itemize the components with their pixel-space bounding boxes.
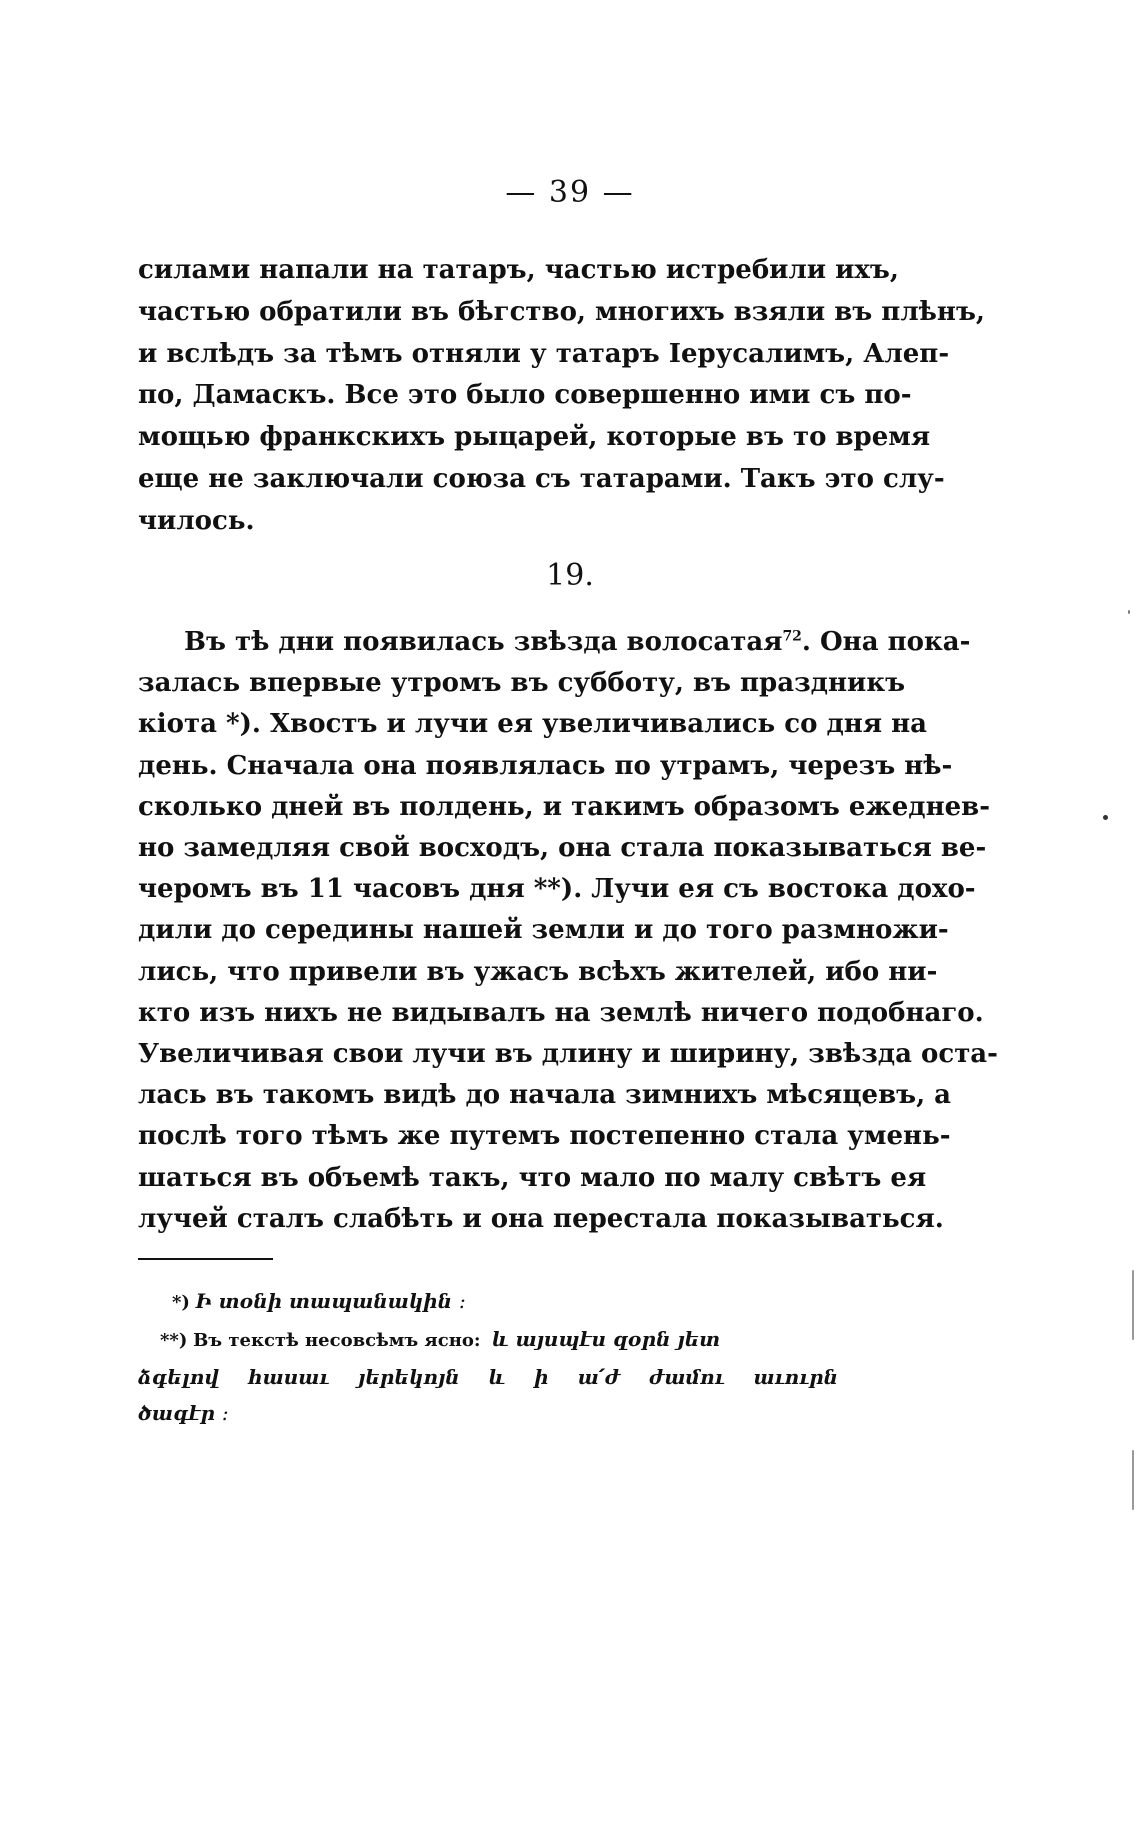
text-line: лись, что привели въ ужасъ всѣхъ жителей, ибо ни- (138, 956, 938, 987)
footnote-russian-text: Въ текстѣ несовсѣмъ ясно: (193, 1330, 481, 1351)
section-heading: 19. (546, 558, 594, 593)
footnote-armenian-text: Ի տօնի տապանակին ։ (195, 1289, 466, 1313)
text-line: и вслѣдъ за тѣмъ отняли у татаръ Іерусалимъ, Алеп- (138, 338, 950, 369)
section-paragraph (138, 622, 998, 1240)
footnote-2 (138, 1321, 838, 1359)
text-line: по, Дамаскъ. Все это было совершенно ими съ по- (138, 380, 912, 411)
paper-speck (1128, 610, 1130, 614)
text-line: кіота *). Хвостъ и лучи ея увеличивались со дня на (138, 709, 927, 740)
text-line: шаться въ объемѣ такъ, что мало по малу свѣтъ ея (138, 1162, 927, 1193)
footnote-armenian-text: և այսպէս զօրն յետ (491, 1327, 721, 1351)
paper-speck (1132, 1270, 1134, 1340)
footnotes (138, 1283, 838, 1431)
text-line: черомъ въ 11 часовъ дня **). Лучи ея съ востока дохо- (138, 874, 976, 905)
text-line: день. Сначала она появлялась по утрамъ, черезъ нѣ- (138, 750, 953, 781)
page-number: — 39 — (505, 175, 635, 210)
footnote-separator (138, 1258, 273, 1260)
footnote-marker: **) (160, 1330, 188, 1351)
footnote-armenian-line: ծագէր ։ (138, 1401, 229, 1425)
text-line: кто изъ нихъ не видывалъ на землѣ ничего подобнаго. (138, 997, 984, 1028)
text-line-first (138, 622, 971, 663)
text-line: силами напали на татаръ, частью истребили ихъ, (138, 255, 899, 285)
text-fragment: . Она пока- (801, 627, 971, 657)
text-line: Увеличивая свои лучи въ длину и ширину, звѣзда оста- (138, 1039, 998, 1070)
footnote-armenian-line: ձգելով հասաւ յերեկոյն և ի ա՛ժ ժամու աւուրն (138, 1365, 838, 1389)
text-line: дили до середины нашей земли и до того размножи- (138, 915, 949, 946)
text-line: но замедляя свой восходъ, она стала показываться ве- (138, 833, 987, 864)
continuation-paragraph (138, 250, 985, 543)
footnote-1 (138, 1283, 838, 1321)
text-line: лась въ такомъ видѣ до начала зимнихъ мѣсяцевъ, а (138, 1080, 952, 1111)
text-line: чилось. (138, 505, 255, 536)
text-line: мощью франкскихъ рыцарей, которые въ то время (138, 422, 931, 453)
text-line: лучей сталъ слабѣть и она перестала показываться. (138, 1203, 944, 1234)
paper-speck (1132, 1450, 1134, 1510)
text-fragment: Въ тѣ дни появилась звѣзда волосатая (184, 627, 783, 657)
text-line: послѣ того тѣмъ же путемъ постепенно стала умень- (138, 1121, 951, 1152)
text-line: залась впервые утромъ въ субботу, въ праздникъ (138, 668, 906, 699)
text-line: еще не заключали союза съ татарами. Такъ это слу- (138, 463, 945, 494)
paper-speck (1103, 815, 1108, 820)
text-line: сколько дней въ полдень, и такимъ образомъ ежеднев- (138, 791, 991, 822)
footnote-marker: *) (172, 1292, 190, 1313)
text-line: частью обратили въ бѣгство, многихъ взяли въ плѣнъ, (138, 296, 985, 327)
note-reference: 72 (782, 628, 802, 645)
